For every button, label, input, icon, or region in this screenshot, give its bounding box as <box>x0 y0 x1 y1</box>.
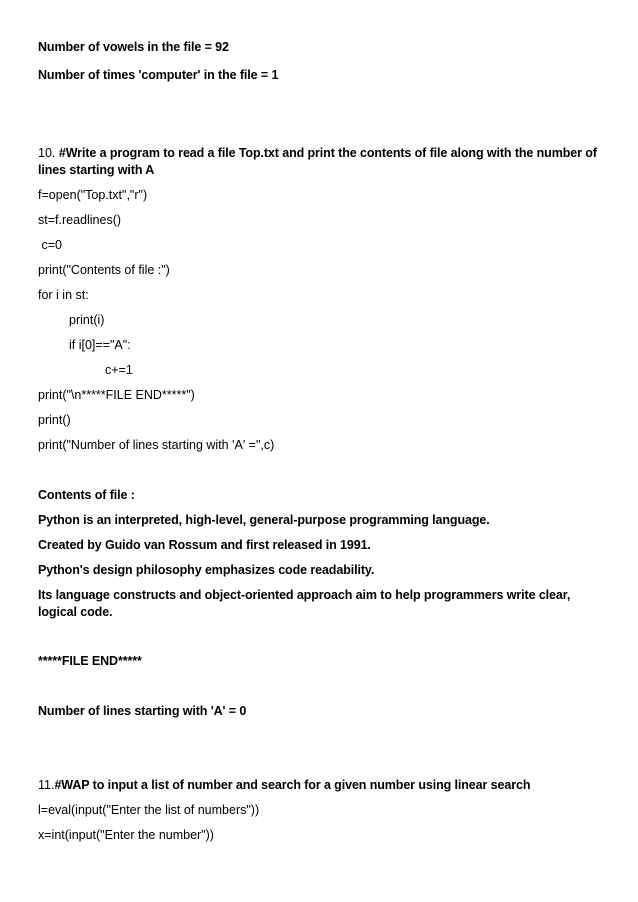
code-line: c=0 <box>38 238 62 252</box>
file-line: Created by Guido van Rossum and first released in 1991. <box>38 538 371 552</box>
vowels-output: Number of vowels in the file = 92 <box>38 40 229 54</box>
code-line: c+=1 <box>105 363 133 377</box>
question-11-number: 11. <box>38 778 55 792</box>
code-line: print(i) <box>69 313 105 327</box>
question-11-text: #WAP to input a list of number and search for a given number using linear search <box>54 778 531 792</box>
computer-count-output: Number of times 'computer' in the file = 1 <box>38 68 279 82</box>
file-line: Python's design philosophy emphasizes code readability. <box>38 563 375 577</box>
code-line: print("Number of lines starting with 'A' =",c) <box>38 438 275 452</box>
code-line: if i[0]=="A": <box>69 338 131 352</box>
code-line: print("\n*****FILE END*****") <box>38 388 195 402</box>
file-end-output: *****FILE END***** <box>38 654 142 668</box>
line-count-output: Number of lines starting with 'A' = 0 <box>38 704 247 718</box>
question-11-heading <box>38 777 530 793</box>
question-10-heading <box>38 145 598 179</box>
file-line: Python is an interpreted, high-level, general-purpose programming language. <box>38 513 490 527</box>
code-line: l=eval(input("Enter the list of numbers")) <box>38 803 260 817</box>
code-line: st=f.readlines() <box>38 213 122 227</box>
code-line: for i in st: <box>38 288 89 302</box>
question-10-number: 10. <box>38 146 59 160</box>
code-line: f=open("Top.txt","r") <box>38 188 148 202</box>
code-line: x=int(input("Enter the number")) <box>38 828 214 842</box>
file-line: Its language constructs and object-oriented approach aim to help programmers write clear, logical code. <box>38 588 571 619</box>
contents-label: Contents of file : <box>38 488 135 502</box>
question-10-text: #Write a program to read a file Top.txt and print the contents of file along with the number of lines starting with A <box>38 146 597 177</box>
code-line: print("Contents of file :") <box>38 263 170 277</box>
code-line: print() <box>38 413 71 427</box>
